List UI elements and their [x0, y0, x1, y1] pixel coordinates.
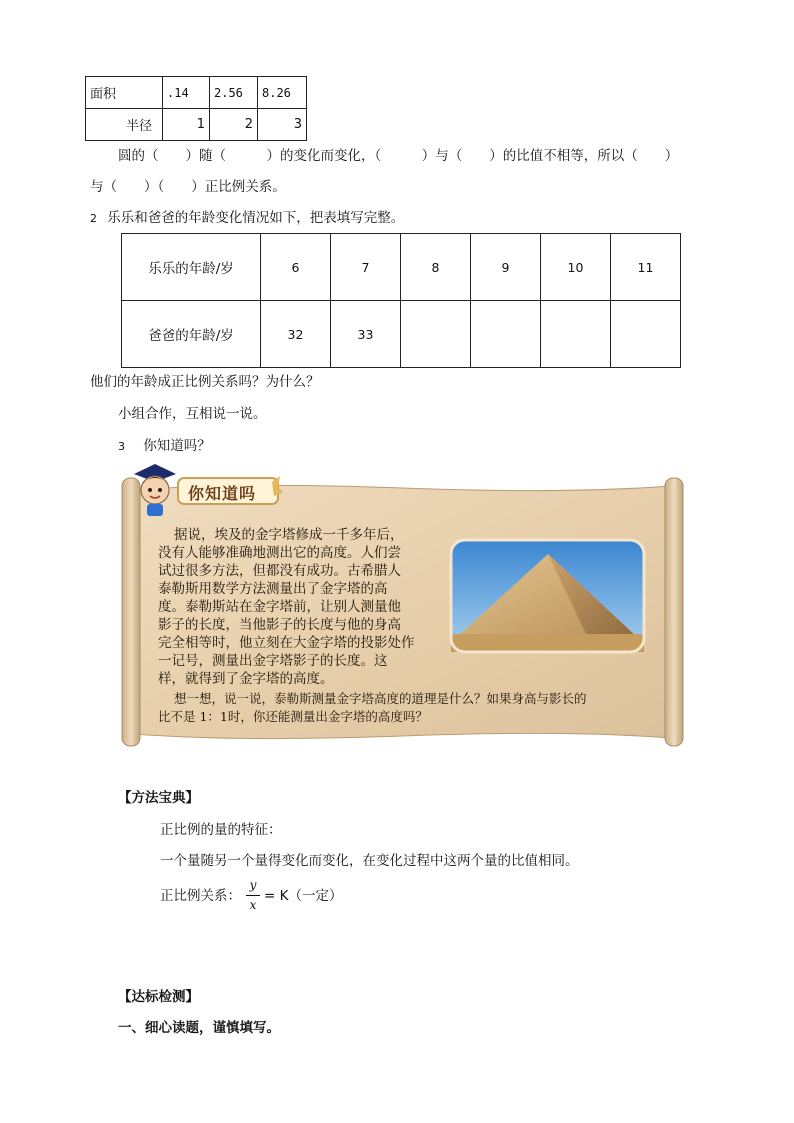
- method-heading: 【方法宝典】: [118, 790, 199, 806]
- formula-prefix: 正比例关系：: [160, 888, 241, 904]
- story-line: 一记号，测量出金字塔影子的长度。这: [158, 653, 388, 669]
- table-cell: 8: [401, 234, 471, 301]
- did-you-know-badge: [122, 462, 282, 518]
- table-cell: 2: [210, 109, 258, 141]
- question-text: 你知道吗？: [143, 438, 211, 454]
- table-cell-blank[interactable]: [401, 301, 471, 368]
- table-row: [86, 109, 307, 141]
- question-text: 乐乐和爸爸的年龄变化情况如下，把表填写完整。: [107, 210, 405, 226]
- table-cell: 33: [331, 301, 401, 368]
- table-cell: 1: [163, 109, 210, 141]
- student-mascot-icon: [130, 462, 180, 518]
- did-you-know-banner: [118, 468, 686, 750]
- story-line: 完全相等时，他立刻在大金字塔的投影处作: [158, 635, 415, 651]
- think-question-line1: 想一想，说一说，泰勒斯测量金字塔高度的道理是什么？如果身高与影长的: [174, 691, 587, 706]
- story-line: 影子的长度，当他影子的长度与他的身高: [158, 617, 401, 633]
- group-instruction: 小组合作，互相说一说。: [118, 406, 267, 422]
- method-line1: 正比例的量的特征：: [160, 822, 282, 838]
- table-cell: 3: [258, 109, 307, 141]
- story-line: 试过很多方法，但都没有成功。古希腊人: [158, 563, 401, 579]
- table-cell: 10: [541, 234, 611, 301]
- table-cell-blank[interactable]: [471, 301, 541, 368]
- check-subheading: 一、细心读题，谨慎填写。: [118, 1020, 280, 1036]
- table-cell-blank[interactable]: [611, 301, 681, 368]
- story-line: 样，就得到了金字塔的高度。: [158, 671, 334, 687]
- formula-suffix: = K（一定）: [264, 888, 343, 904]
- table-cell: .14: [163, 77, 210, 109]
- check-heading: 【达标检测】: [118, 989, 199, 1005]
- table-cell: 11: [611, 234, 681, 301]
- fill-sentence-line2: 与（ ）（ ）正比例关系。: [90, 179, 286, 195]
- table-cell: 8.26: [258, 77, 307, 109]
- badge-title: 你知道吗: [188, 484, 257, 503]
- story-line: 度。泰勒斯站在金字塔前，让别人测量他: [158, 599, 401, 615]
- table-cell: 9: [471, 234, 541, 301]
- formula-denominator: x: [249, 898, 257, 912]
- question-3: [118, 436, 211, 457]
- question-2: [90, 208, 404, 229]
- table-cell: 6: [261, 234, 331, 301]
- row-label-area: 面积: [86, 77, 163, 109]
- story-line: 没有人能够准确地测出它的高度。人们尝: [158, 545, 401, 561]
- table-cell: 32: [261, 301, 331, 368]
- fill-sentence-line1: 圆的（ ）随（ ）的变化而变化，（ ）与（ ）的比值不相等，所以（ ）: [118, 148, 679, 164]
- think-question-line2: 比不是 1：1时，你还能测量出金字塔的高度吗？: [158, 709, 428, 724]
- table-cell: 2.56: [210, 77, 258, 109]
- table-cell: 7: [331, 234, 401, 301]
- story-line: 泰勒斯用数学方法测量出了金字塔的高: [158, 581, 388, 597]
- story-line: 据说，埃及的金字塔修成一千多年后，: [174, 527, 404, 543]
- age-table: [121, 233, 681, 368]
- row-label-radius: 半径: [86, 109, 163, 141]
- question-number: 3: [118, 440, 125, 453]
- row-label-dad: 爸爸的年龄/岁: [122, 301, 261, 368]
- formula-numerator: y: [249, 878, 257, 892]
- row-label-lele: 乐乐的年龄/岁: [122, 234, 261, 301]
- story-paragraph: [158, 526, 415, 688]
- table-cell-blank[interactable]: [541, 301, 611, 368]
- question-number: 2: [90, 212, 97, 225]
- table-row: [122, 234, 681, 301]
- fraction-bar: [246, 895, 260, 896]
- area-radius-table: [85, 76, 307, 141]
- table-row: [122, 301, 681, 368]
- method-line2: 一个量随另一个量得变化而变化，在变化过程中这两个量的比值相同。: [160, 853, 579, 869]
- question-2-prompt: 他们的年龄成正比例关系吗？为什么？: [90, 374, 320, 390]
- table-row: [86, 77, 307, 109]
